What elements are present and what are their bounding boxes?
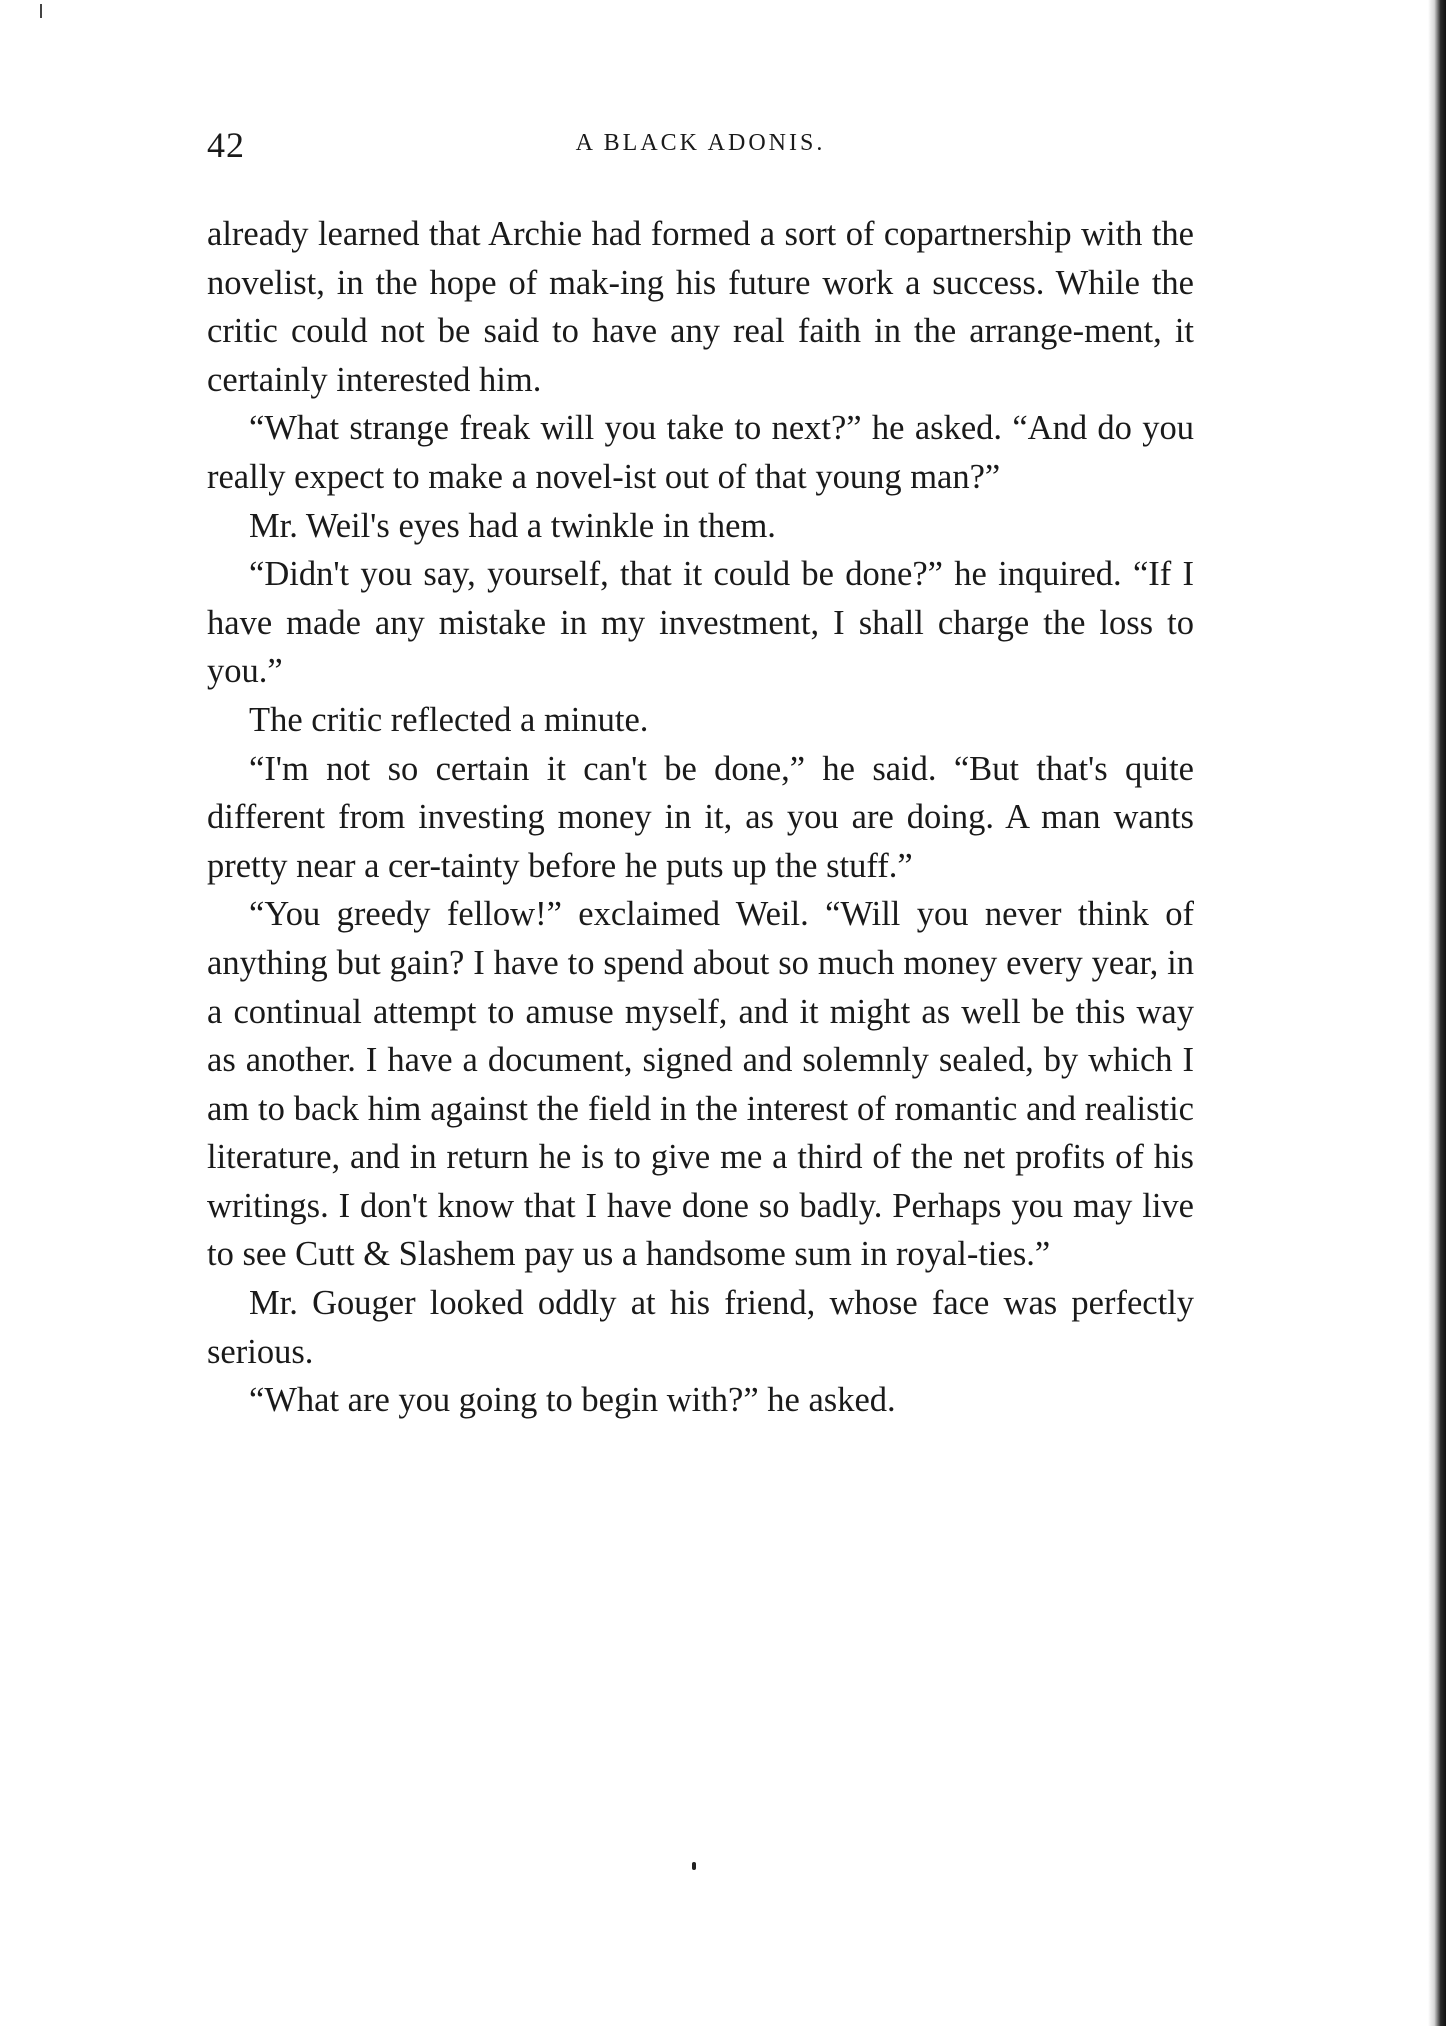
running-head: A BLACK ADONIS. — [575, 130, 826, 156]
page-header — [207, 118, 1194, 178]
paragraph: The critic reflected a minute. — [249, 700, 649, 739]
page-number: 42 — [207, 125, 245, 165]
paragraph: “What are you going to begin with?” he asked. — [249, 1381, 896, 1420]
print-speck — [692, 1862, 696, 1870]
paragraph: “You greedy fellow!” exclaimed Weil. “Will you never think of anything but gain? I have to spend about so much money every year, in a continual attempt to amuse myself, and it might as well be this way as another. I have a document, signed and solemnly sealed, by which I am to back him against the field in the interest of romantic and realistic literature, and in return he is to give me a third of the net profits of his writings. I don't know that I have done so badly. Perhaps you may live to see Cutt & Slashem pay us a handsome sum in royal-ties.” — [207, 895, 1194, 1274]
paragraph: already learned that Archie had formed a sort of copartnership with the novelist, in the hope of mak-ing his future work a success. While the critic could not be said to have any real faith in the arrange-ment, it certainly interested him. — [207, 215, 1194, 399]
paragraph: “Didn't you say, yourself, that it could be done?” he inquired. “If I have made any mistake in my investment, I shall charge the loss to you.” — [207, 555, 1194, 691]
page-edge-shadow — [1428, 0, 1446, 2026]
paragraph: “What strange freak will you take to next?” he asked. “And do you really expect to make a novel-ist out of that young man?” — [207, 409, 1194, 496]
paragraph: Mr. Gouger looked oddly at his friend, whose face was perfectly serious. — [207, 1284, 1194, 1371]
scan-mark — [40, 4, 42, 18]
paragraph: “I'm not so certain it can't be done,” he said. “But that's quite different from investing money in it, as you are doing. A man wants pretty near a cer-tainty before he puts up the stuff.” — [207, 749, 1194, 885]
paragraph: Mr. Weil's eyes had a twinkle in them. — [249, 506, 776, 545]
body-text — [207, 210, 1194, 1425]
